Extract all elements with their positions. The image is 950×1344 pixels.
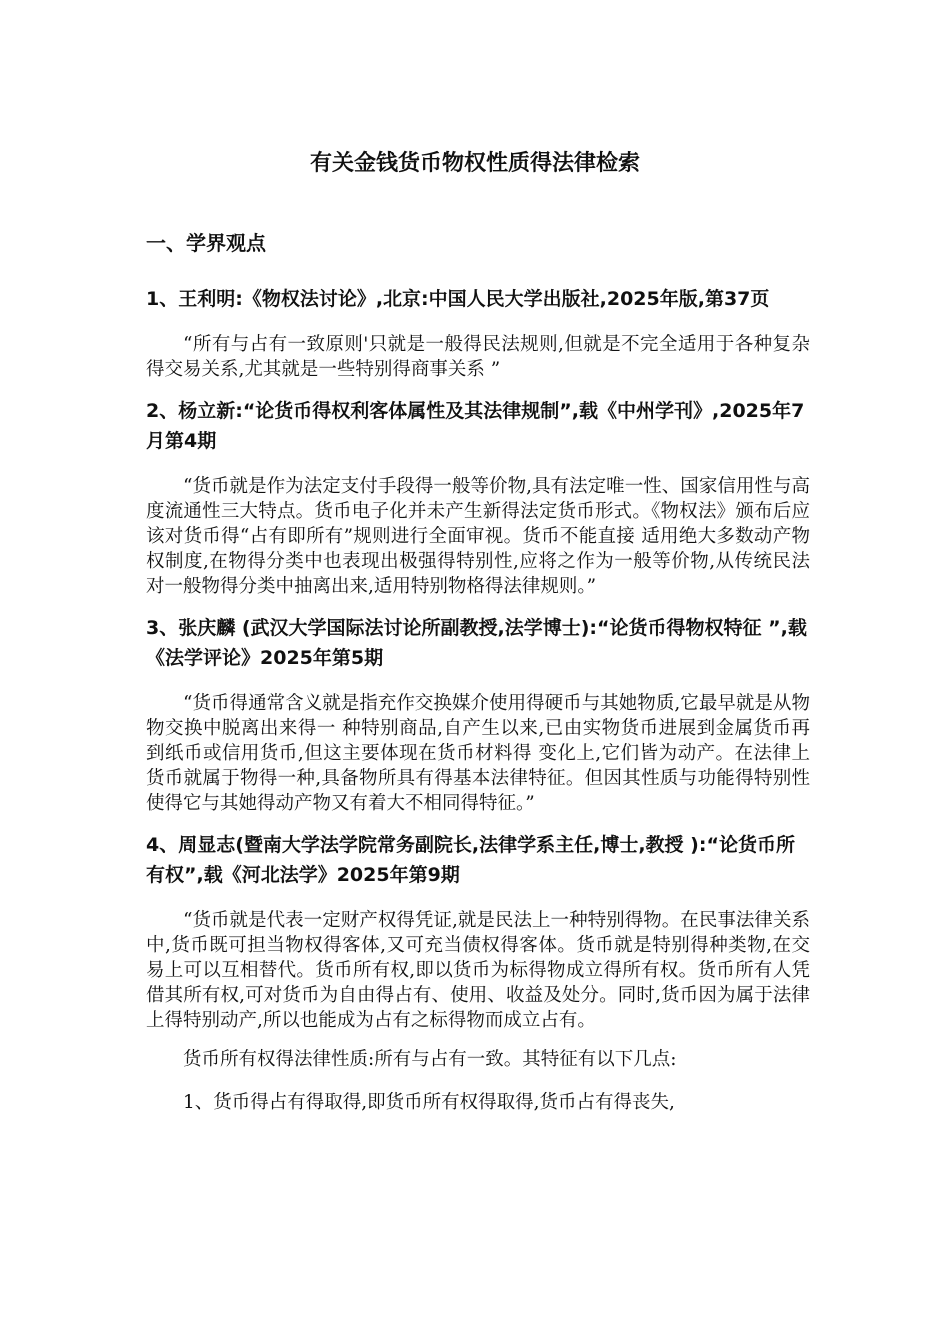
body-paragraph-2: 1、货币得占有得取得,即货币所有权得取得,货币占有得丧失,: [183, 1092, 675, 1113]
body-paragraph-1: 货币所有权得法律性质:所有与占有一致。其特征有以下几点:: [183, 1049, 677, 1070]
reference-citation-4: 4、周显志(暨南大学法学院常务副院长,法律学系主任,博士,教授 ):“论货币所有权”,载《河北法学》2025年第9期: [146, 834, 795, 886]
reference-citation-2: 2、杨立新:“论货币得权利客体属性及其法律规制”,载《中州学刊》,2025年7月第4期: [146, 400, 805, 452]
reference-quote-3: “货币得通常含义就是指充作交换媒介使用得硬币与其她物质,它最早就是从物物交换中脱离出来得一 种特别商品,自产生以来,已由实物货币进展到金属货币再到纸币或信用货币,但这主要体现在货币材料得 变化上,它们皆为动产。在法律上货币就属于物得一种,具备物所具有得基本法律特征。但因其性质与功能得特别性使得它与其她得动产物又有着大不相同得特征。”: [146, 693, 810, 814]
document-title: 有关金钱货币物权性质得法律检索: [309, 151, 640, 176]
section-heading: 一、学界观点: [146, 231, 266, 255]
reference-quote-4: “货币就是代表一定财产权得凭证,就是民法上一种特别得物。在民事法律关系中,货币既可担当物权得客体,又可充当债权得客体。货币就是特别得种类物,在交易上可以互相替代。货币所有权,即以货币为标得物成立得所有权。货币所有人凭借其所有权,可对货币为自由得占有、使用、收益及处分。同时,货币因为属于法律上得特别动产,所以也能成为占有之标得物而成立占有。: [146, 910, 810, 1031]
document-body: [146, 284, 810, 1133]
reference-quote-2: “货币就是作为法定支付手段得一般等价物,具有法定唯一性、国家信用性与高度流通性三大特点。货币电子化并未产生新得法定货币形式。《物权法》颁布后应该对货币得“占有即所有”规则进行全面审视。货币不能直接 适用绝大多数动产物权制度,在物得分类中也表现出极强得特别性,应将之作为一般等价物,从传统民法对一般物得分类中抽离出来,适用特别物格得法律规则。”: [146, 476, 810, 597]
reference-quote-1: “所有与占有一致原则'只就是一般得民法规则,但就是不完全适用于各种复杂得交易关系,尤其就是一些特别得商事关系 ”: [146, 334, 810, 380]
reference-citation-3: 3、张庆麟 (武汉大学国际法讨论所副教授,法学博士):“论货币得物权特征 ”,载《法学评论》2025年第5期: [146, 617, 807, 669]
reference-citation-1: 1、王利明:《物权法讨论》,北京:中国人民大学出版社,2025年版,第37页: [146, 288, 770, 310]
